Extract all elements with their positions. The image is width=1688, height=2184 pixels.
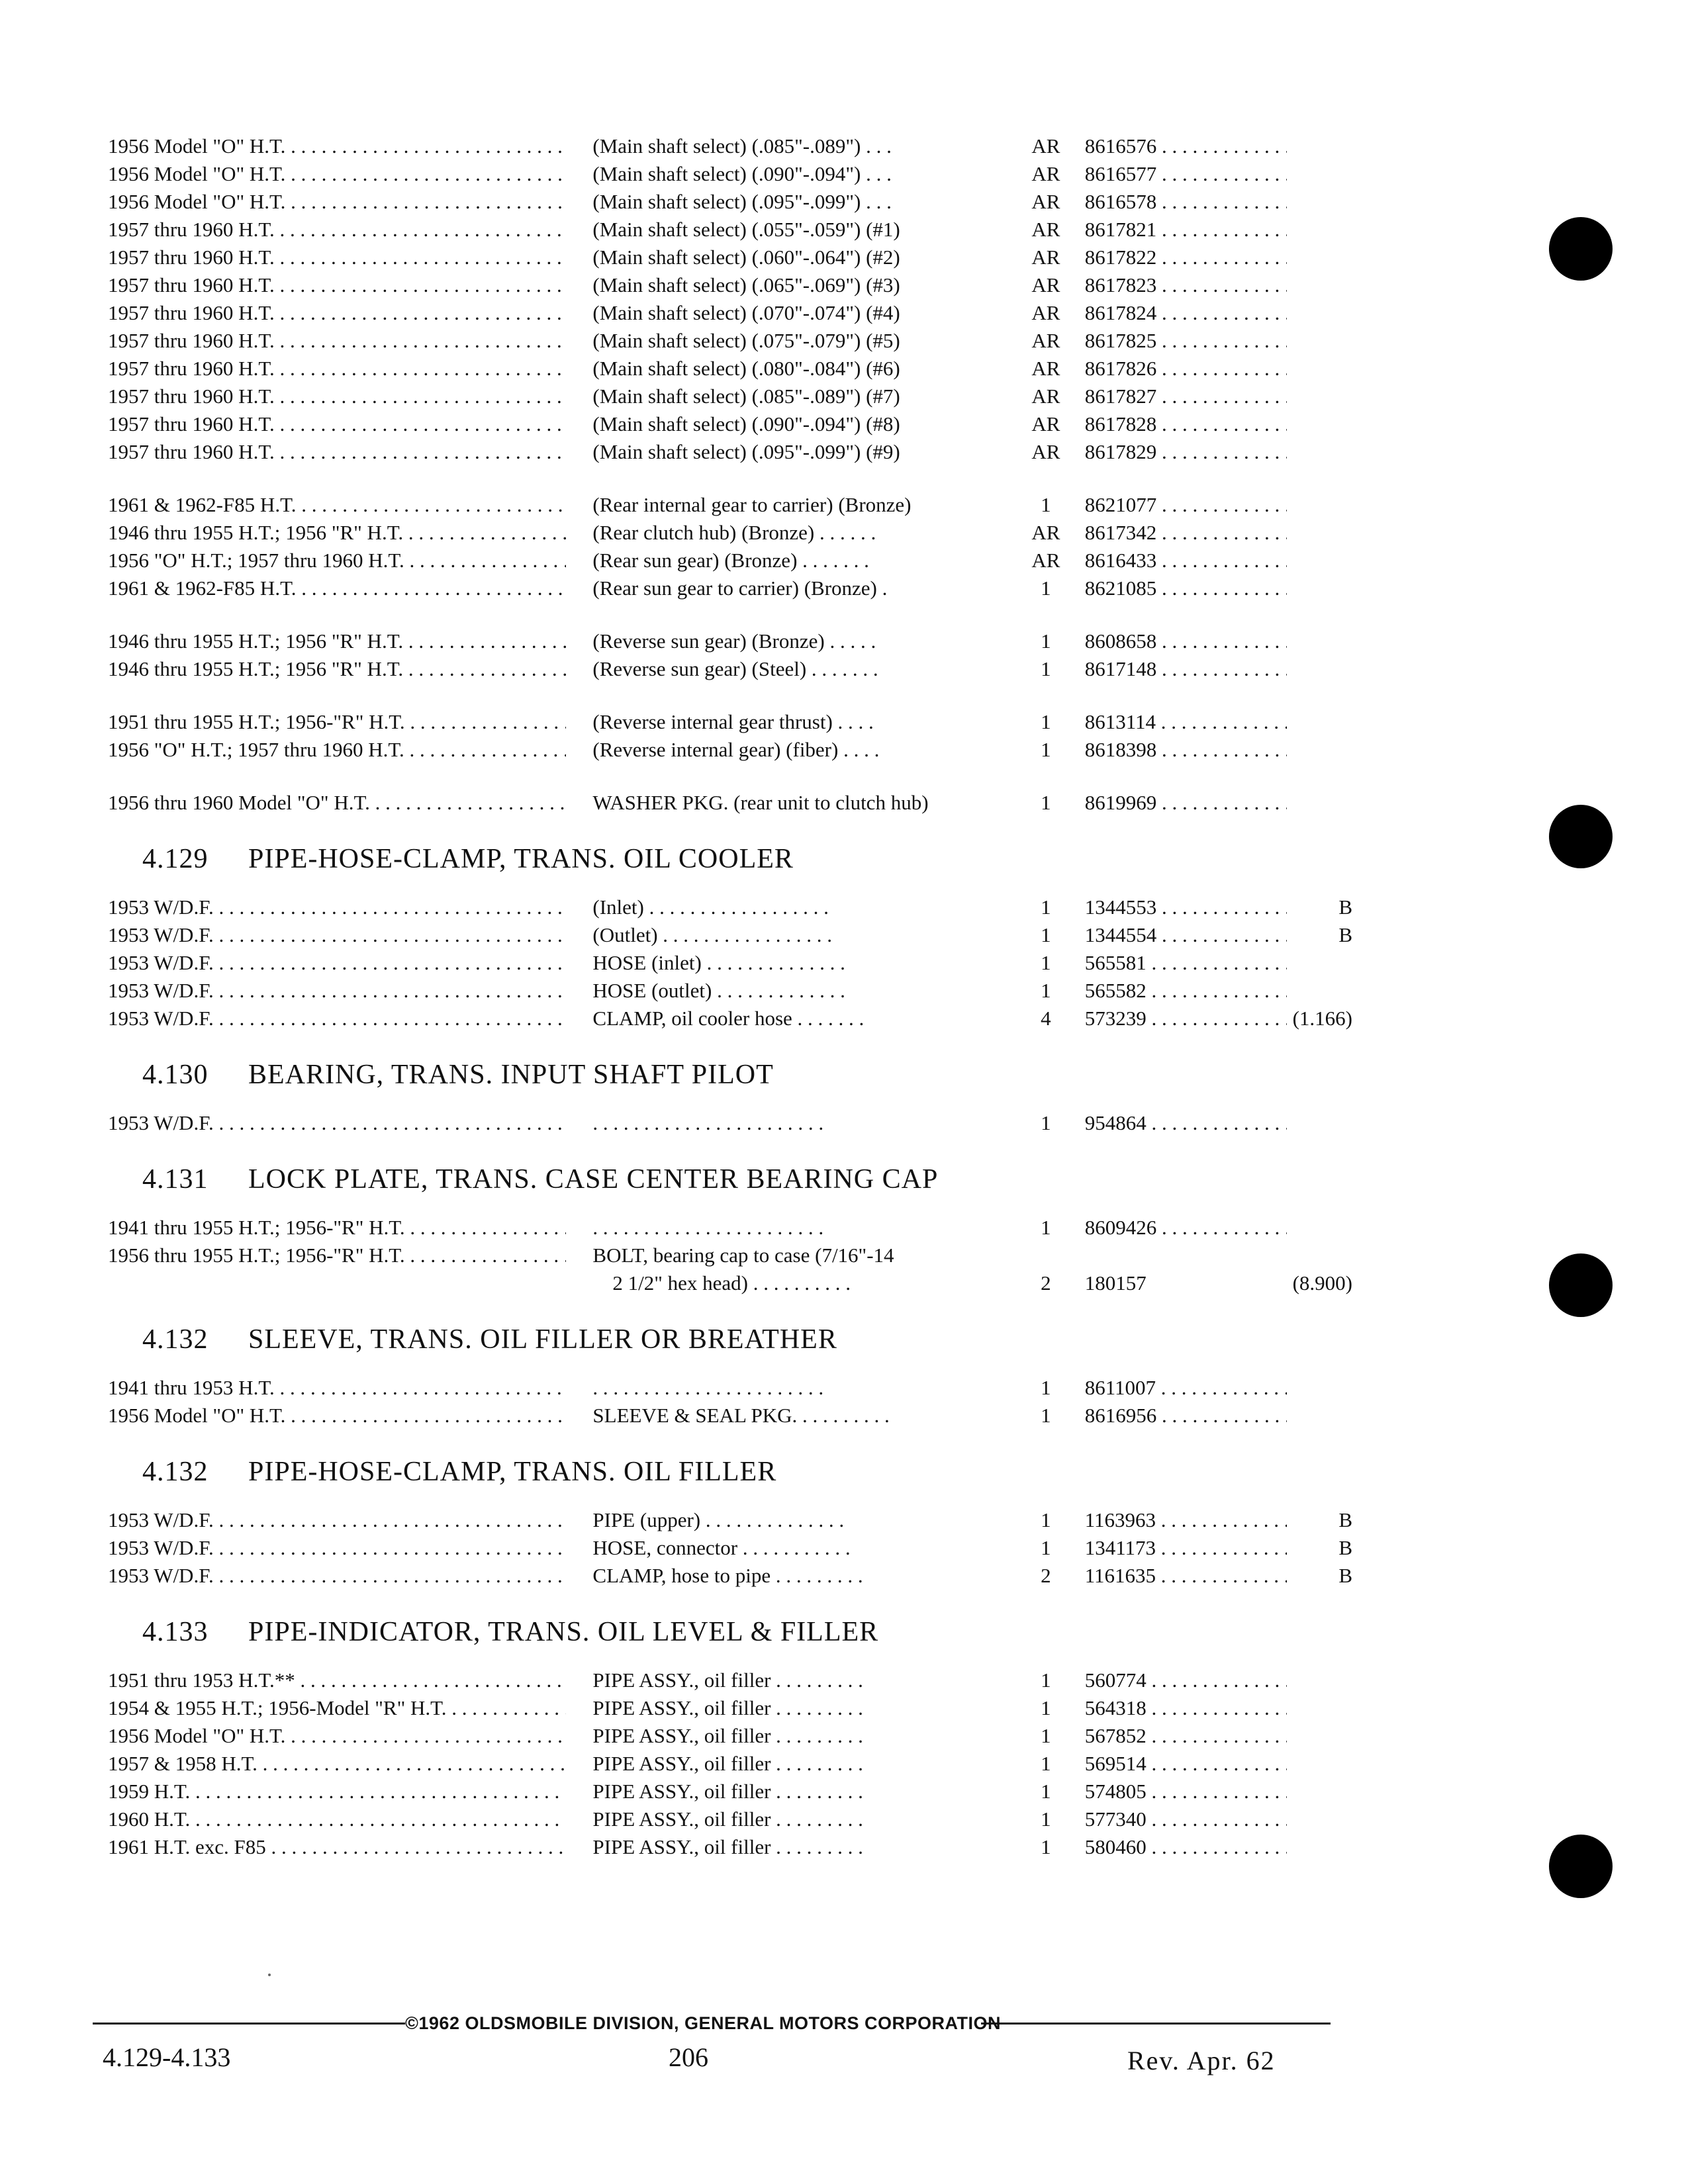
application-cell: 1946 thru 1955 H.T.; 1956 "R" H.T. . . . — [108, 519, 566, 547]
quantity-cell: 1 — [1041, 979, 1051, 1002]
application-cell: 1941 thru 1955 H.T.; 1956-"R" H.T. . . . . . — [108, 1214, 566, 1242]
application-cell: 1951 thru 1955 H.T.; 1956-"R" H.T. . . . — [108, 708, 566, 736]
continuation-row — [108, 1269, 1352, 1297]
part-row — [108, 244, 1352, 271]
quantity-cell: 1 — [1041, 1752, 1051, 1775]
description-cell: (Rear sun gear) (Bronze) . . . . . . . — [592, 549, 869, 572]
description-cell: CLAMP, hose to pipe . . . . . . . . . — [592, 1564, 863, 1587]
part-number-cell: 8616433 . . . — [1065, 547, 1287, 574]
binder-hole — [1549, 805, 1613, 868]
description-cell: (Reverse internal gear) (fiber) . . . . — [592, 738, 880, 761]
description-cell: HOSE, connector . . . . . . . . . . . — [592, 1536, 851, 1559]
quantity-cell: AR — [1031, 162, 1060, 185]
parts-group — [108, 1214, 1352, 1297]
part-row — [108, 132, 1352, 160]
quantity-cell: 1 — [1041, 1536, 1051, 1559]
application-cell: 1957 & 1958 H.T. . . . — [108, 1750, 566, 1778]
part-number-cell: 8617827 . . . — [1065, 383, 1287, 410]
application-cell: 1957 thru 1960 H.T. . . . — [108, 383, 566, 410]
description-cell: PIPE ASSY., oil filler . . . . . . . . . — [592, 1724, 863, 1747]
application-cell: 1953 W/D.F. . . . — [108, 893, 566, 921]
part-number-cell: 560774 . . . — [1065, 1666, 1287, 1694]
part-row — [108, 1109, 1352, 1137]
application-cell: 1946 thru 1955 H.T.; 1956 "R" H.T. . . . — [108, 627, 566, 655]
part-number-cell: 8609426 . . . — [1065, 1214, 1287, 1242]
part-number-cell: 565581 . . . — [1065, 949, 1287, 977]
application-cell: 1956 Model "O" H.T. . . . — [108, 132, 566, 160]
description-cell: . . . . . . . . . . . . . . . . . . . . . . . — [592, 1376, 824, 1399]
description-cell: (Inlet) . . . . . . . . . . . . . . . . . . — [592, 895, 829, 919]
parts-group — [108, 491, 1352, 602]
parts-group — [108, 1109, 1352, 1137]
page-number: 206 — [669, 2042, 708, 2072]
part-number-cell: 580460 . . . — [1065, 1833, 1287, 1861]
part-row — [108, 271, 1352, 299]
part-number-cell: 564318 . . . — [1065, 1694, 1287, 1722]
part-row — [108, 1694, 1352, 1722]
part-row — [108, 627, 1352, 655]
section-number: 4.131 — [142, 1164, 209, 1195]
quantity-cell: AR — [1031, 190, 1060, 213]
quantity-cell: 1 — [1041, 1835, 1051, 1858]
description-cell: (Reverse sun gear) (Bronze) . . . . . — [592, 629, 876, 653]
part-row — [108, 574, 1352, 602]
part-number-cell: 8617822 . . . — [1065, 244, 1287, 271]
quantity-cell: 1 — [1041, 576, 1051, 600]
application-cell: 1956 "O" H.T.; 1957 thru 1960 H.T. . . . — [108, 547, 566, 574]
description-cell: (Main shaft select) (.095"-.099") . . . — [592, 190, 892, 213]
description-cell: . . . . . . . . . . . . . . . . . . . . . . . — [592, 1216, 824, 1239]
part-row — [108, 1534, 1352, 1562]
part-number-cell: 180157 — [1084, 1271, 1147, 1295]
section-number: 4.129 — [142, 844, 209, 874]
quantity-cell: AR — [1031, 301, 1060, 324]
description-cell: (Main shaft select) (.070"-.074") (#4) — [592, 301, 900, 324]
part-number-cell: 8617148 . . . — [1065, 655, 1287, 683]
part-row — [108, 383, 1352, 410]
description-cell: (Main shaft select) (.060"-.064") (#2) — [592, 246, 900, 269]
description-cell: (Rear internal gear to carrier) (Bronze) — [592, 493, 912, 516]
section-title: SLEEVE, TRANS. OIL FILLER OR BREATHER — [248, 1324, 837, 1355]
application-cell: 1957 thru 1960 H.T. . . . — [108, 327, 566, 355]
description-cell: PIPE ASSY., oil filler . . . . . . . . . — [592, 1752, 863, 1775]
quantity-cell: 1 — [1041, 710, 1051, 733]
quantity-cell: 1 — [1041, 657, 1051, 680]
application-cell: 1956 "O" H.T.; 1957 thru 1960 H.T. . . . — [108, 736, 566, 764]
part-number-cell: 1344553 . . . — [1065, 893, 1287, 921]
part-row — [108, 299, 1352, 327]
part-number-cell: 8617828 . . . — [1065, 410, 1287, 438]
description-cell: PIPE ASSY., oil filler . . . . . . . . . — [592, 1696, 863, 1719]
application-cell: 1953 W/D.F. . . . — [108, 1534, 566, 1562]
description-cell: (Main shaft select) (.095"-.099") (#9) — [592, 440, 900, 463]
section-heading — [142, 842, 1352, 876]
quantity-cell: 1 — [1041, 1508, 1051, 1531]
quantity-cell: AR — [1031, 218, 1060, 241]
section-title: PIPE-HOSE-CLAMP, TRANS. OIL COOLER — [248, 844, 794, 874]
description-cell: HOSE (inlet) . . . . . . . . . . . . . . — [592, 951, 845, 974]
description-cell: PIPE ASSY., oil filler . . . . . . . . . — [592, 1780, 863, 1803]
quantity-cell: 4 — [1041, 1007, 1051, 1030]
part-row — [108, 1778, 1352, 1805]
part-number-cell: 8617823 . . . — [1065, 271, 1287, 299]
part-row — [108, 708, 1352, 736]
part-row — [108, 1722, 1352, 1750]
description-cell: SLEEVE & SEAL PKG. . . . . . . . . . — [592, 1404, 890, 1427]
parts-group — [108, 627, 1352, 683]
quantity-cell: 1 — [1041, 923, 1051, 946]
scan-speck — [268, 1974, 271, 1976]
application-cell: 1953 W/D.F. . . . — [108, 1109, 566, 1137]
description-cell: PIPE ASSY., oil filler . . . . . . . . . — [592, 1668, 863, 1692]
application-cell: 1960 H.T. . . . — [108, 1805, 566, 1833]
application-cell: 1961 & 1962-F85 H.T. . . . — [108, 491, 566, 519]
part-row — [108, 519, 1352, 547]
note-cell: (1.166) — [1292, 1007, 1353, 1030]
application-cell: 1951 thru 1953 H.T.** . . . — [108, 1666, 566, 1694]
description-cell: (Main shaft select) (.090"-.094") (#8) — [592, 412, 900, 435]
description-cell: BOLT, bearing cap to case (7/16"-14 — [592, 1244, 894, 1267]
application-cell: 1961 H.T. exc. F85 . . . — [108, 1833, 566, 1861]
quantity-cell: 1 — [1041, 1111, 1051, 1134]
description-cell: (Main shaft select) (.085"-.089") (#7) — [592, 385, 900, 408]
part-number-cell: 569514 . . . — [1065, 1750, 1287, 1778]
quantity-cell: 1 — [1041, 1376, 1051, 1399]
application-cell: 1956 Model "O" H.T. . . . — [108, 160, 566, 188]
application-cell: 1957 thru 1960 H.T. . . . — [108, 216, 566, 244]
application-cell: 1957 thru 1960 H.T. . . . — [108, 271, 566, 299]
application-cell: 1959 H.T. . . . — [108, 1778, 566, 1805]
part-row — [108, 216, 1352, 244]
note-cell: B — [1338, 1536, 1353, 1559]
part-row — [108, 921, 1352, 949]
parts-group — [108, 132, 1352, 466]
part-number-cell: 1163963 . . . — [1065, 1506, 1287, 1534]
part-row — [108, 736, 1352, 764]
section-title: PIPE-INDICATOR, TRANS. OIL LEVEL & FILLER — [248, 1617, 879, 1647]
quantity-cell: AR — [1031, 385, 1060, 408]
note-cell: B — [1338, 923, 1353, 946]
part-row — [108, 1242, 1352, 1269]
description-cell: PIPE ASSY., oil filler . . . . . . . . . — [592, 1835, 863, 1858]
part-row — [108, 188, 1352, 216]
quantity-cell: AR — [1031, 329, 1060, 352]
quantity-cell: AR — [1031, 134, 1060, 158]
part-number-cell: 8619969 . . . — [1065, 789, 1287, 817]
part-row — [108, 410, 1352, 438]
quantity-cell: 1 — [1041, 1696, 1051, 1719]
part-row — [108, 438, 1352, 466]
parts-list — [108, 132, 1352, 1886]
description-cell: (Main shaft select) (.075"-.079") (#5) — [592, 329, 900, 352]
description-cell: PIPE ASSY., oil filler . . . . . . . . . — [592, 1807, 863, 1831]
part-number-cell: 8621077 . . . — [1065, 491, 1287, 519]
application-cell: 1956 thru 1960 Model "O" H.T. . . . — [108, 789, 566, 817]
section-number: 4.132 — [142, 1457, 209, 1487]
application-cell: 1961 & 1962-F85 H.T. . . . — [108, 574, 566, 602]
part-number-cell: 1161635 . . . — [1065, 1562, 1287, 1590]
application-cell: 1953 W/D.F. . . . — [108, 949, 566, 977]
application-cell: 1957 thru 1960 H.T. . . . — [108, 355, 566, 383]
part-number-cell: 574805 . . . — [1065, 1778, 1287, 1805]
part-number-cell: 8616956 . . . — [1065, 1402, 1287, 1430]
part-number-cell: 1341173 . . . — [1065, 1534, 1287, 1562]
part-number-cell: 8608658 . . . — [1065, 627, 1287, 655]
quantity-cell: 1 — [1041, 1807, 1051, 1831]
application-cell: 1953 W/D.F. . . . — [108, 1506, 566, 1534]
description-continuation: 2 1/2" hex head) . . . . . . . . . . — [612, 1271, 851, 1295]
part-number-cell: 8616578 . . . — [1065, 188, 1287, 216]
note-cell: B — [1338, 1564, 1353, 1587]
description-cell: (Rear clutch hub) (Bronze) . . . . . . — [592, 521, 876, 544]
application-cell: 1956 Model "O" H.T. . . . — [108, 188, 566, 216]
part-number-cell: 8618398 . . . — [1065, 736, 1287, 764]
parts-group — [108, 893, 1352, 1032]
part-row — [108, 547, 1352, 574]
application-cell: 1953 W/D.F. . . . — [108, 1562, 566, 1590]
quantity-cell: AR — [1031, 412, 1060, 435]
part-row — [108, 1666, 1352, 1694]
part-number-cell: 8616577 . . . — [1065, 160, 1287, 188]
note-cell: (8.900) — [1292, 1271, 1352, 1295]
description-cell: (Main shaft select) (.090"-.094") . . . — [592, 162, 892, 185]
description-cell: (Outlet) . . . . . . . . . . . . . . . . . — [592, 923, 833, 946]
section-heading — [142, 1058, 1352, 1092]
part-row — [108, 491, 1352, 519]
part-number-cell: 1344554 . . . — [1065, 921, 1287, 949]
part-number-cell: 8617824 . . . — [1065, 299, 1287, 327]
part-row — [108, 160, 1352, 188]
description-cell: PIPE (upper) . . . . . . . . . . . . . . — [592, 1508, 845, 1531]
part-row — [108, 1402, 1352, 1430]
description-cell: CLAMP, oil cooler hose . . . . . . . — [592, 1007, 865, 1030]
binder-hole — [1549, 1253, 1613, 1317]
quantity-cell: 1 — [1041, 738, 1051, 761]
part-row — [108, 1833, 1352, 1861]
quantity-cell: AR — [1031, 521, 1060, 544]
application-cell: 1956 Model "O" H.T. . . . — [108, 1402, 566, 1430]
parts-group — [108, 789, 1352, 817]
application-cell: 1953 W/D.F. . . . — [108, 1005, 566, 1032]
application-cell: 1941 thru 1953 H.T. . . . — [108, 1374, 566, 1402]
part-row — [108, 1374, 1352, 1402]
description-cell: WASHER PKG. (rear unit to clutch hub) — [592, 791, 929, 814]
quantity-cell: 1 — [1041, 951, 1051, 974]
revision-date: Rev. Apr. 62 — [1127, 2046, 1276, 2075]
description-cell: (Rear sun gear to carrier) (Bronze) . — [592, 576, 888, 600]
description-cell: (Reverse internal gear thrust) . . . . — [592, 710, 874, 733]
quantity-cell: 1 — [1041, 1724, 1051, 1747]
application-cell: 1953 W/D.F. . . . — [108, 921, 566, 949]
part-row — [108, 1005, 1352, 1032]
part-number-cell: 565582 . . . — [1065, 977, 1287, 1005]
section-number: 4.132 — [142, 1324, 209, 1355]
application-cell: 1953 W/D.F. . . . — [108, 977, 566, 1005]
quantity-cell: 1 — [1041, 629, 1051, 653]
application-cell: 1956 thru 1955 H.T.; 1956-"R" H.T. . . . . . — [108, 1242, 566, 1269]
section-range: 4.129-4.133 — [103, 2042, 231, 2072]
quantity-cell: AR — [1031, 273, 1060, 296]
part-number-cell: 8617826 . . . — [1065, 355, 1287, 383]
part-row — [108, 655, 1352, 683]
application-cell: 1956 Model "O" H.T. . . . — [108, 1722, 566, 1750]
description-cell: (Main shaft select) (.080"-.084") (#6) — [592, 357, 900, 380]
application-cell: 1946 thru 1955 H.T.; 1956 "R" H.T. . . . — [108, 655, 566, 683]
application-cell: 1957 thru 1960 H.T. . . . — [108, 410, 566, 438]
part-row — [108, 1506, 1352, 1534]
part-number-cell: 8617829 . . . — [1065, 438, 1287, 466]
description-cell: . . . . . . . . . . . . . . . . . . . . . . . — [592, 1111, 824, 1134]
part-row — [108, 893, 1352, 921]
description-cell: (Main shaft select) (.085"-.089") . . . — [592, 134, 892, 158]
part-row — [108, 1562, 1352, 1590]
part-row — [108, 1214, 1352, 1242]
binder-hole — [1549, 217, 1613, 281]
part-number-cell: 573239 . . . — [1065, 1005, 1287, 1032]
part-row — [108, 977, 1352, 1005]
quantity-cell: 1 — [1041, 1216, 1051, 1239]
copyright-notice: ©1962 OLDSMOBILE DIVISION, GENERAL MOTORS CORPORATION — [405, 2013, 1002, 2033]
part-number-cell: 8617821 . . . — [1065, 216, 1287, 244]
part-number-cell: 8611007 . . . — [1065, 1374, 1287, 1402]
description-cell: (Main shaft select) (.055"-.059") (#1) — [592, 218, 900, 241]
quantity-cell: 2 — [1041, 1564, 1051, 1587]
section-number: 4.130 — [142, 1060, 209, 1090]
quantity-cell: 2 — [1041, 1271, 1051, 1295]
parts-group — [108, 1506, 1352, 1590]
part-number-cell: 8616576 . . . — [1065, 132, 1287, 160]
quantity-cell: 1 — [1041, 1780, 1051, 1803]
description-cell: (Main shaft select) (.065"-.069") (#3) — [592, 273, 900, 296]
section-number: 4.133 — [142, 1617, 209, 1647]
quantity-cell: 1 — [1041, 1404, 1051, 1427]
part-number-cell: 567852 . . . — [1065, 1722, 1287, 1750]
quantity-cell: 1 — [1041, 493, 1051, 516]
parts-group — [108, 1374, 1352, 1430]
part-row — [108, 327, 1352, 355]
part-number-cell: 8613114 . . . — [1065, 708, 1287, 736]
part-number-cell: 954864 . . . — [1065, 1109, 1287, 1137]
application-cell: 1957 thru 1960 H.T. . . . — [108, 438, 566, 466]
section-heading — [142, 1455, 1352, 1489]
section-title: BEARING, TRANS. INPUT SHAFT PILOT — [248, 1060, 774, 1090]
quantity-cell: AR — [1031, 549, 1060, 572]
part-row — [108, 949, 1352, 977]
part-number-cell: 8621085 . . . — [1065, 574, 1287, 602]
part-row — [108, 1805, 1352, 1833]
section-heading — [142, 1162, 1352, 1197]
application-cell: 1957 thru 1960 H.T. . . . — [108, 299, 566, 327]
binder-hole — [1549, 1835, 1613, 1898]
section-title: LOCK PLATE, TRANS. CASE CENTER BEARING CAP — [248, 1164, 939, 1195]
parts-group — [108, 1666, 1352, 1861]
part-row — [108, 1750, 1352, 1778]
quantity-cell: 1 — [1041, 791, 1051, 814]
application-cell: 1957 thru 1960 H.T. . . . — [108, 244, 566, 271]
note-cell: B — [1338, 895, 1353, 919]
section-heading — [142, 1322, 1352, 1357]
description-cell: HOSE (outlet) . . . . . . . . . . . . . — [592, 979, 845, 1002]
quantity-cell: 1 — [1041, 895, 1051, 919]
quantity-cell: AR — [1031, 440, 1060, 463]
quantity-cell: 1 — [1041, 1668, 1051, 1692]
section-heading — [142, 1615, 1352, 1649]
quantity-cell: AR — [1031, 246, 1060, 269]
part-row — [108, 789, 1352, 817]
application-cell: 1954 & 1955 H.T.; 1956-Model "R" H.T. . . . — [108, 1694, 566, 1722]
part-number-cell: 8617825 . . . — [1065, 327, 1287, 355]
description-cell: (Reverse sun gear) (Steel) . . . . . . . — [592, 657, 878, 680]
parts-group — [108, 708, 1352, 764]
part-number-cell: 8617342 . . . — [1065, 519, 1287, 547]
quantity-cell: AR — [1031, 357, 1060, 380]
note-cell: B — [1338, 1508, 1353, 1531]
section-title: PIPE-HOSE-CLAMP, TRANS. OIL FILLER — [248, 1457, 777, 1487]
part-number-cell: 577340 . . . — [1065, 1805, 1287, 1833]
part-row — [108, 355, 1352, 383]
